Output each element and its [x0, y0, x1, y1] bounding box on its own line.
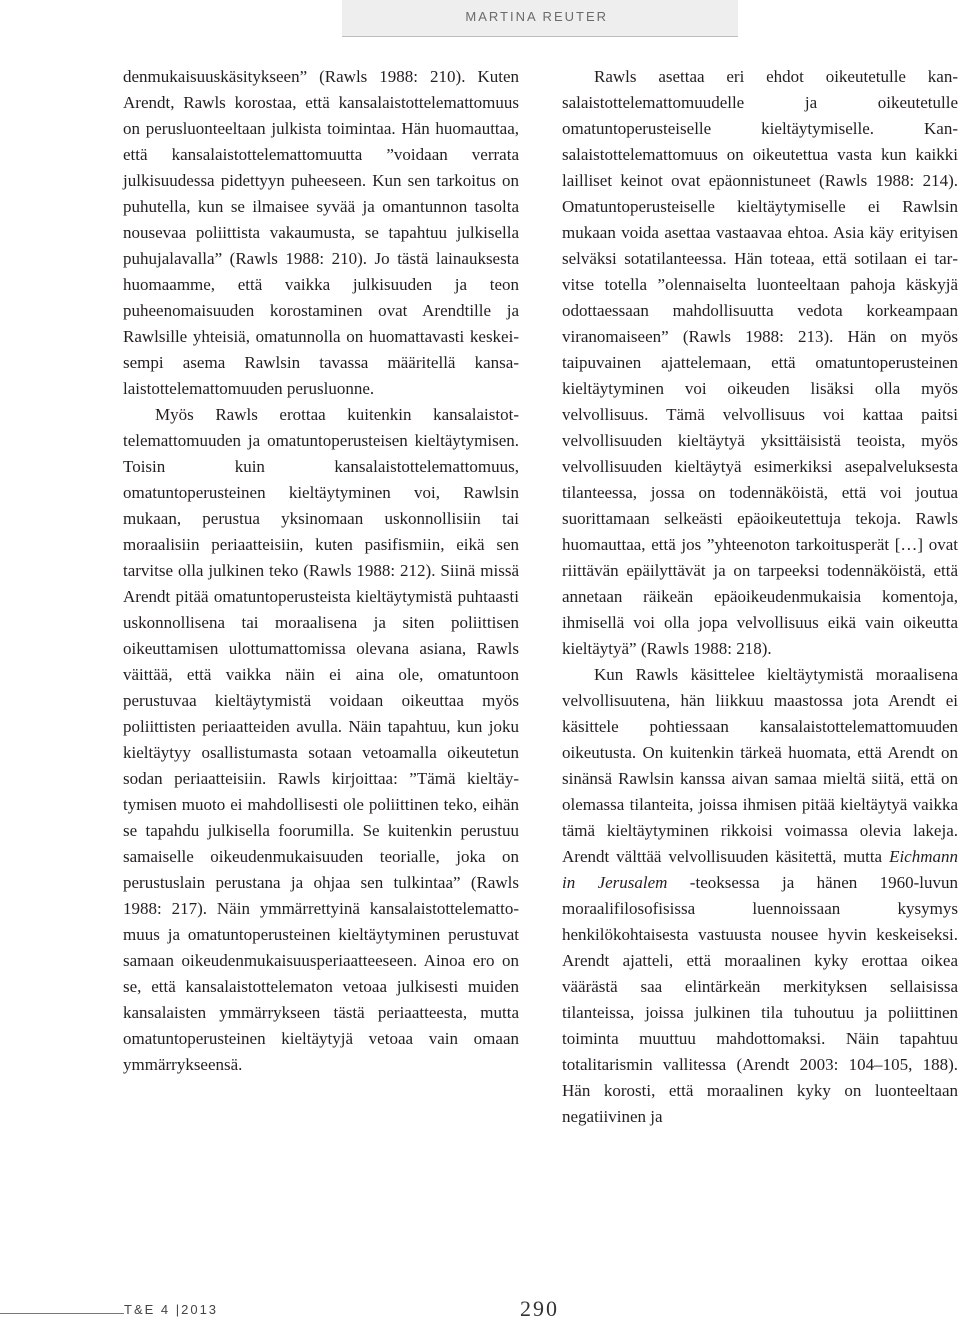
- right-paragraph-2: [562, 662, 958, 1130]
- right-paragraph-2-start: Kun Rawls käsittelee kieltäytymistä moraalisena velvollisuutena, hän liikkuu maastossa jota Arendt ei käsittele pohtiessaan kansalaistottelemattomuuden oikeutusta. On kuitenkin tärkeä huomata, että Arendt on sinänsä Rawlsin kanssa aivan samaa mieltä siitä, että on olemassa tilanteita, joissa ihmisen pitää kieltäytyä vaikka tämä kieltäytyminen rikkoisi voimassa olevia lakeja. Arendt välttää velvollisuuden käsitettä, mutta: [562, 665, 958, 866]
- running-head-author: MARTINA REUTER: [465, 9, 608, 24]
- book-title: Eichmann in Jerusalem: [562, 847, 958, 892]
- journal-issue-label: T&E 4 |2013: [124, 1302, 224, 1317]
- left-paragraph-2: Myös Rawls erottaa kuitenkin kansalaistottelemattomuuden ja omatuntoperusteisen kieltäytymisen. Toisin kuin kansalaistottelemattomuus, omatuntoperusteinen kieltäytyminen voi, Rawlsin mukaan, perustua yksinomaan uskonnollisiin tai moraalisiin periaatteisiin, kuten pasifismiin, eikä sen tarvitse olla julkinen teko (Rawls 1988: 212). Siinä missä Arendt pitää omatuntoperusteista kieltäytymistä puhtaasti uskonnollisena tai moraalisena ja siten poliittisen oikeuttamisen ulottumattomissa olevana asiana, Rawls väittää, että vaikka näin ei aina ole, omatuntoon perustuvaa kieltäytymistä voidaan oikeuttaa myös poliittisten periaatteiden avulla. Näin tapahtuu, kun joku kieltäytyy osallistumasta sotaan vetoamalla oikeutetun sodan periaatteisiin. Rawls kirjoittaa: ”Tämä kieltäytymisen muoto ei mahdollisesti ole poliittinen teko, eihän se tapahdu julkisella foorumilla. Se kuitenkin perustuu samaiselle oikeudenmukaisuuden teorialle, joka on perustuslain perustana ja ohjaa sen tulkintaa” (Rawls 1988: 217). Näin ymmärrettyinä kansalaistottelemattomuus ja omatuntoperusteinen kieltäytyminen perustuvat samaan oikeudenmukaisuusperiaatteeseen. Ainoa ero on se, että kansalaistottelematon vetoaa julkisesti muiden kansalaisten ymmärrykseen tästä periaatteesta, mutta omatuntoperusteinen kieltäytyjä vetoaa vain omaan ymmärrykseensä.: [123, 405, 519, 1074]
- running-head: [342, 0, 738, 37]
- right-paragraph-2-end: -teoksessa ja hänen 1960-luvun moraalifilosofisissa luennoissaan kysymys henkilökohtaisesta vastuusta nousee hyvin keskeiseksi. Arendt ajatteli, että moraalinen kyky erottaa oikea väärästä saa elintärkeän merkityksen sellaisissa tilanteissa, joissa julkinen tila tuhoutuu ja poliittinen toiminta muuttuu mahdottomaksi. Näin tapahtuu totalitarismin vallitessa (Arendt 2003: 104–105, 188). Hän korosti, että moraalinen kyky on luonteeltaan negatiivinen ja: [562, 873, 958, 1126]
- right-paragraph-1: Rawls asettaa eri ehdot oikeutetulle kansalaistottelemattomuudelle ja oikeutetulle omatuntoperusteiselle kieltäytymiselle. Kansalaistottelemattomuus on oikeutettua vasta kun kaikki lailliset keinot ovat epäonnistuneet (Rawls 1988: 214). Omatuntoperusteiselle kieltäytymiselle ei Rawlsin mukaan voida asettaa vastaavaa ehtoa. Asia käy erityisen selväksi sotatilanteessa. Hän toteaa, että sotilaan ei tarvitse totella ”olennaiselta luonteeltaan pahoja käskyjä odottaessaan mahdollisuutta vedota korkeampaan viranomaiseen” (Rawls 1988: 213). Hän on myös taipuvainen ajattelemaan, että omatuntoperusteinen kieltäytyminen voi oikeuden lisäksi olla myös velvollisuus. Tämä velvollisuus voi kattaa paitsi velvollisuuden kieltäytyä yksittäisistä teoista, myös velvollisuuden kieltäytyä esimerkiksi asepalveluksesta tilanteessa, jossa on todennäköistä, että voi joutua suorittamaan selkeästi epäoikeutettuja tekoja. Rawls huomauttaa, että jos ”yhteenoton tarkoitusperät […] ovat riittävän epäilyttävät ja on tarpeeksi todennäköistä, että annetaan räikeän epäoikeudenmukaisia komentoja, ihmisellä voi olla jopa velvollisuus eikä vain oikeutta kieltäytyä” (Rawls 1988: 218).: [562, 67, 958, 658]
- page-number: 290: [520, 1296, 559, 1321]
- right-column: [562, 64, 958, 1130]
- left-column: [123, 64, 519, 1078]
- left-paragraph-1: denmukaisuuskäsitykseen” (Rawls 1988: 210). Kuten Arendt, Rawls korostaa, että kansalaistottelemattomuus on perusluonteeltaan julkista toimintaa. Hän huomauttaa, että kansalaistottelemattomuutta ”voidaan verrata julkisuudessa pidettyyn puheeseen. Kun sen tarkoitus on puhutella, kun se ilmaisee syvää ja omantunnon tasolta nousevaa poliittista vakaumusta, se tapahtuu julkisella puhujalavalla” (Rawls 1988: 210). Jo tästä lainauksesta huomaamme, että vaikka julkisuuden ja teon puheenomaisuuden korostaminen ovat Arendtille ja Rawlsille yhteisiä, omatunnolla on huomattavasti keskeisempi asema Rawlsin tavassa määritellä kansalaistottelemattomuuden perusluonne.: [123, 67, 519, 398]
